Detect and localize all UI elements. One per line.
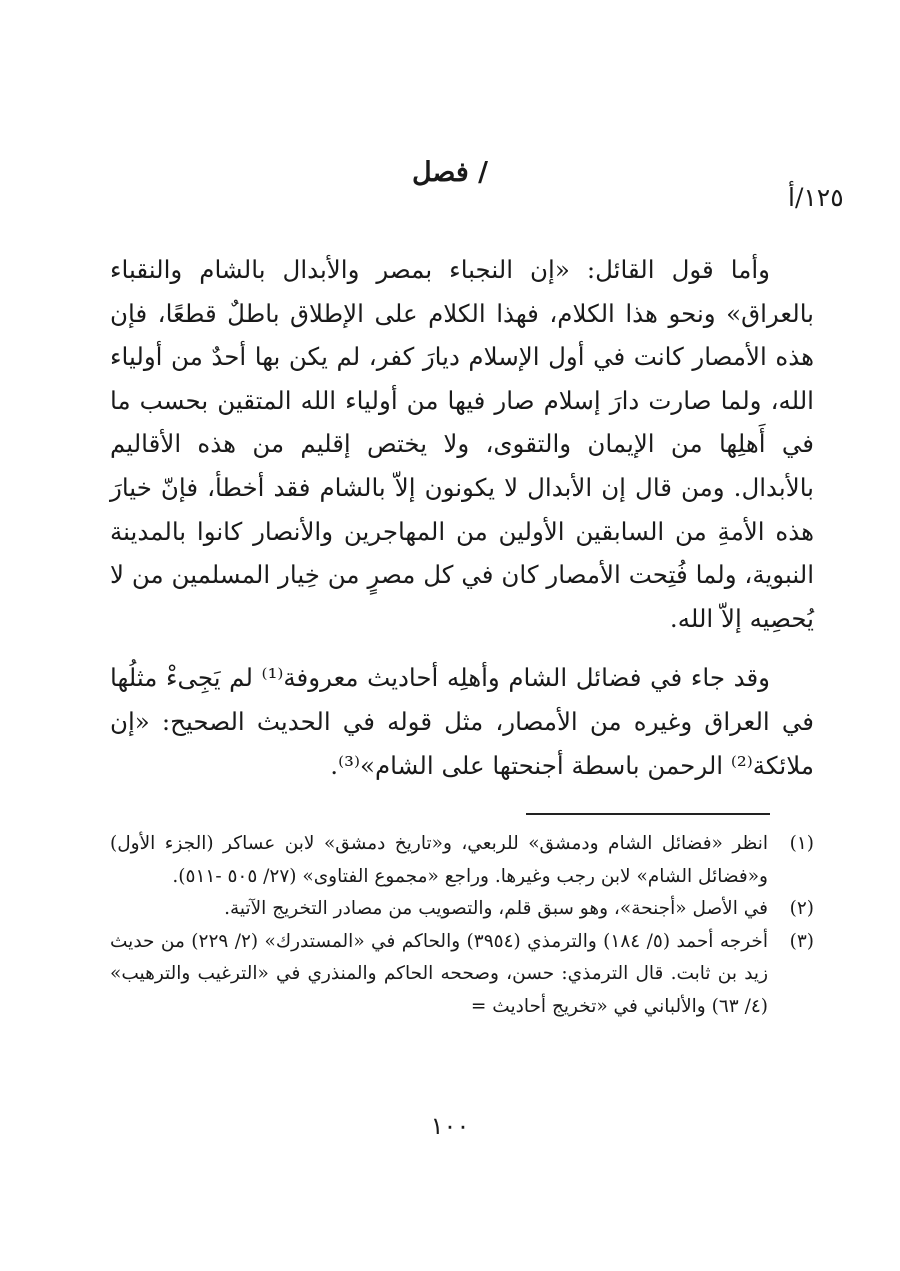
footnotes-section xyxy=(110,828,814,1023)
footnote-number: (٣) xyxy=(789,930,814,952)
footnote-text: في الأصل «أجنحة»، وهو سبق قلم، والتصويب من مصادر التخريج الآتية. xyxy=(224,898,768,919)
footnote-text: انظر «فضائل الشام ودمشق» للربعي، و«تاريخ دمشق» لابن عساكر (الجزء الأول) و«فضائل الشام» لابن رجب وغيرها. وراجع «مجموع الفتاوى» (٢٧/ ٥٠٥ -٥١١). xyxy=(110,833,768,887)
footnote-text: أخرجه أحمد (٥/ ١٨٤) والترمذي (٣٩٥٤) والحاكم في «المستدرك» (٢/ ٢٢٩) من حديث زيد بن ثابت. قال الترمذي: حسن، وصححه الحاكم والمنذري في «الترغيب والترهيب» (٤/ ٦٣) والألباني في «تخريج أحاديث = xyxy=(110,930,768,1017)
main-body-text xyxy=(110,248,814,787)
footnote-2 xyxy=(110,893,814,926)
footnote-separator-rule xyxy=(526,813,770,815)
manuscript-folio-marker: ١٢٥/أ xyxy=(788,183,844,212)
page-number: ١٠٠ xyxy=(430,1112,470,1140)
body-paragraph-1: وأما قول القائل: «إن النجباء بمصر والأبدال بالشام والنقباء بالعراق» ونحو هذا الكلام، فهذا الكلام على الإطلاق باطلٌ قطعًا، فإن هذه الأمصار كانت في أول الإسلام ديارَ كفر، لم يكن بها أحدٌ من أولياء الله، ولما صارت دارَ إسلام صار فيها من أولياء الله المتقين بحسب ما في أَهلِها من الإيمان والتقوى، ولا يختص إقليم من هذه الأقاليم بالأبدال. ومن قال إن الأبدال لا يكونون إلاّ بالشام فقد أخطأ، فإنّ خيارَ هذه الأمةِ من السابقين الأولين من المهاجرين والأنصار كانوا بالمدينة النبوية، ولما فُتِحت الأمصار كان في كل مصرٍ من خِيار المسلمين من لا يُحصِيه إلاّ الله. xyxy=(110,255,814,633)
footnote-3 xyxy=(110,926,814,1024)
footnote-1 xyxy=(110,828,814,893)
section-heading: / فصل xyxy=(411,157,489,188)
body-paragraph-2: وقد جاء في فضائل الشام وأهلِه أحاديث معروفة⁽¹⁾ لم يَجِىءْ مثلُها في العراق وغيره من الأمصار، مثل قوله في الحديث الصحيح: «إن ملائكة⁽²⁾ الرحمن باسطة أجنحتها على الشام»⁽³⁾. xyxy=(110,663,814,780)
footnote-number: (١) xyxy=(789,833,814,854)
footnote-number: (٢) xyxy=(789,898,814,919)
